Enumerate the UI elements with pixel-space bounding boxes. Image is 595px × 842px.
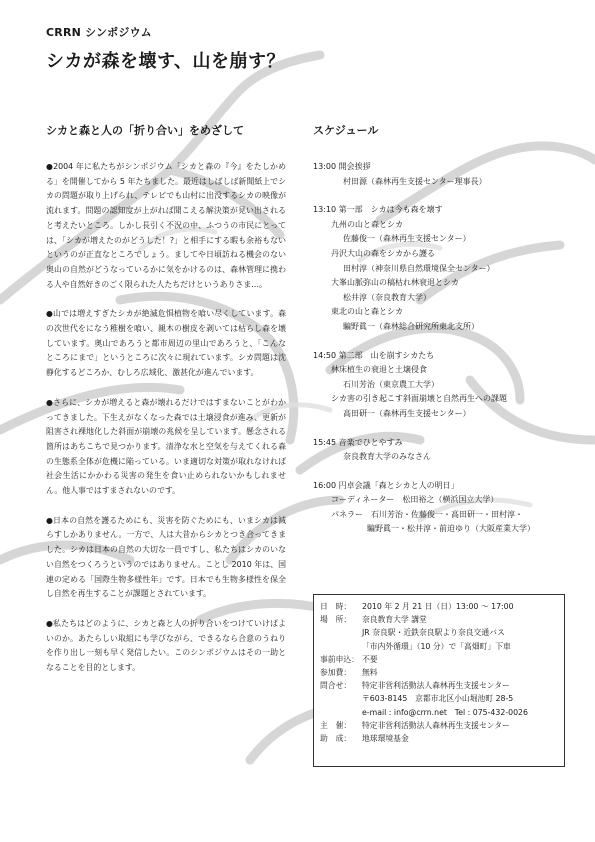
schedule-item: 石川芳治（東京農工大学） xyxy=(343,379,439,389)
schedule-item: 大峯山脈弥山の稿枯れ林衰退とシカ xyxy=(331,278,459,288)
schedule-heading: スケジュール xyxy=(313,124,379,137)
schedule-item: 田村淳（神奈川県自然環境保全センター） xyxy=(343,263,495,273)
info-label: 事前申込： xyxy=(320,654,359,664)
schedule-session-title: 15:45 音楽でひとやすみ xyxy=(313,437,403,447)
schedule-item: コーディネーター 松田裕之（横浜国立大学） xyxy=(331,495,499,505)
info-row xyxy=(320,706,564,719)
info-row xyxy=(320,613,564,626)
info-value: 特定非営利活動法人森林再生支援センター xyxy=(362,681,510,691)
schedule-item: 高田研一（森林再生支援センター） xyxy=(343,408,471,418)
schedule-session xyxy=(313,203,565,334)
info-label: 問合せ： xyxy=(320,681,352,691)
event-info-box xyxy=(313,594,565,767)
info-value: 「市内外循環」（10 分）で「高畑町」下車 xyxy=(362,641,511,651)
schedule-session-title: 13:10 第一部 シカは今も森を壊す xyxy=(313,205,443,215)
intro-column xyxy=(46,122,286,691)
schedule-item: 林床植生の衰退と土壌侵食 xyxy=(331,365,427,375)
info-label: 主 催： xyxy=(320,720,352,730)
info-row xyxy=(320,666,564,679)
schedule-item: シカ害の引き起こす斜面崩壊と自然再生への課題 xyxy=(331,394,507,404)
schedule-item: 九州の山と森とシカ xyxy=(331,219,403,229)
schedule-session xyxy=(313,349,565,422)
info-value: 不要 xyxy=(362,654,378,664)
schedule-session xyxy=(313,479,565,537)
page-title: シカが森を壊す、山を崩す？ xyxy=(46,51,286,72)
info-value: 奈良教育大学 講堂 xyxy=(362,615,427,625)
info-row xyxy=(320,679,564,692)
schedule-item: 奈良教育大学のみなさん xyxy=(343,452,431,462)
info-row xyxy=(320,640,564,653)
schedule-item: 丹沢大山の森をシカから護る xyxy=(331,248,435,258)
info-row xyxy=(320,732,564,745)
info-value: e-mail : info@crrn.net Tel : 075-432-0026 xyxy=(362,707,528,717)
info-label: 場 所： xyxy=(320,615,352,625)
schedule-session-title: 16:00 円卓会議「森とシカと人の明日」 xyxy=(313,480,459,490)
info-row xyxy=(320,653,564,666)
info-row xyxy=(320,692,564,705)
info-value: JR 奈良駅・近鉄奈良駅より奈良交通バス xyxy=(362,628,505,638)
schedule-item: 佐藤俊一（森林再生支援センター） xyxy=(343,234,471,244)
info-value: 無料 xyxy=(362,668,378,678)
intro-paragraph: ●私たちはどのように、シカと森と人の折り合いをつけていけばよいのか。あたらしい取組にも学びながら、できるなら合意のうねりを作り出し一刻も早く発信したい。このシンポジウムはその一助となることを目的とします。 xyxy=(46,618,286,673)
info-row xyxy=(320,600,564,613)
info-row xyxy=(320,626,564,639)
intro-heading: シカと森と人の「折り合い」をめざして xyxy=(46,124,244,137)
info-label: 参加費： xyxy=(320,668,352,678)
schedule-item: 松井淳（奈良教育大学） xyxy=(343,292,431,302)
info-label: 助 成： xyxy=(320,734,352,744)
info-value: 地球環境基金 xyxy=(362,734,409,744)
schedule-item: 騙野眞一（森林総合研究所東北支所） xyxy=(343,321,479,331)
schedule-item: パネラー 石川芳治・佐藤俊一・高田研一・田村淳・ xyxy=(331,509,523,519)
event-series-label: CRRN シンポジウム xyxy=(46,26,152,39)
schedule-item: 騙野眞一・松井淳・前迫ゆり（大阪産業大学） xyxy=(367,524,535,534)
schedule-session xyxy=(313,436,565,465)
intro-paragraph: ●さらに、シカが増えると森が壊れるだけではすまないことがわかってきました。下生えがなくなった森では土壌浸食が進み、更新が阻害され裸地化した斜面が崩壊の兆候を呈しています。懸念される箇所はあちこちで見つかります。清浄な水と空気を与えてくれる森の生態系全体が危機に陥っている。いま適切な対策が取れなければ社会生活にかかわる災害の発生を食い止められないかもしれません。他人事ではすまされないのです。 xyxy=(46,397,286,496)
schedule-item: 村田源（森林再生支援センター理事長） xyxy=(343,176,487,186)
intro-paragraph: ●2004 年に私たちがシンポジウム「シカと森の『今』をたしかめる」を開催してから 5 年たちました。最近はしばしば新聞紙上でシカの問題が取り上げられ、テレビでも山村に出没するシカの映像が流れます。問題の認知度が上がれば聞こえる解決策が見い出されると考えたいところ。しかし長引く不況の中、ふつうの市民にとっては、「シカが増えたのがどうした！?」と相手にする暇も余裕もないというのが正直なところでしょう。ましてや日頃訪ねる機会のない奥山の自然がどうなっているかに気をかけるのは、森林管理に携わる人や自然好きのごく限られた人たちだけというありさま…。 xyxy=(46,162,286,289)
info-label: 日 時： xyxy=(320,602,352,611)
schedule-list xyxy=(313,160,565,537)
schedule-session-title: 14:50 第二部 山を崩すシカたち xyxy=(313,350,435,360)
info-value: 特定非営利活動法人森林再生支援センター xyxy=(362,720,510,730)
info-value: 〒603-8145 京都市北区小山堀池町 28-5 xyxy=(362,694,514,704)
schedule-session xyxy=(313,160,565,189)
info-value: 2010 年 2 月 21 日（日）13:00 ～ 17:00 xyxy=(362,602,514,611)
schedule-session-title: 13:00 開会挨拶 xyxy=(313,162,371,171)
info-row xyxy=(320,719,564,732)
schedule-item: 東北の山と森とシカ xyxy=(331,307,403,317)
intro-paragraph: ●日本の自然を護るためにも、災害を防ぐためにも、いまシカは減らすしかありません。一方で、人は大昔からシカとつき合ってきました。シカは日本の自然の大切な一員ですし、私たちはシカのいない自然をつくろうというのではありません。ことし 2010 年は、国連の定める「国際生物多様性年」です。日本でも生物多様性を保全し自然を再生することが課題とされています。 xyxy=(46,515,286,599)
intro-paragraph: ●山では増えすぎたシカが絶滅危惧植物を喰い尽くしています。森の次世代をになう稚樹を喰い、親木の樹皮を剥いては枯らし森を壊しています。奥山であろうと都市周辺の里山であろうと、「こんなところにまで」というところに次々に現れています。シカ問題は沈静化するどころか、むしろ広域化、激甚化が進んでいます。 xyxy=(46,309,286,378)
event-info-list xyxy=(320,600,564,745)
schedule-column xyxy=(313,122,565,551)
